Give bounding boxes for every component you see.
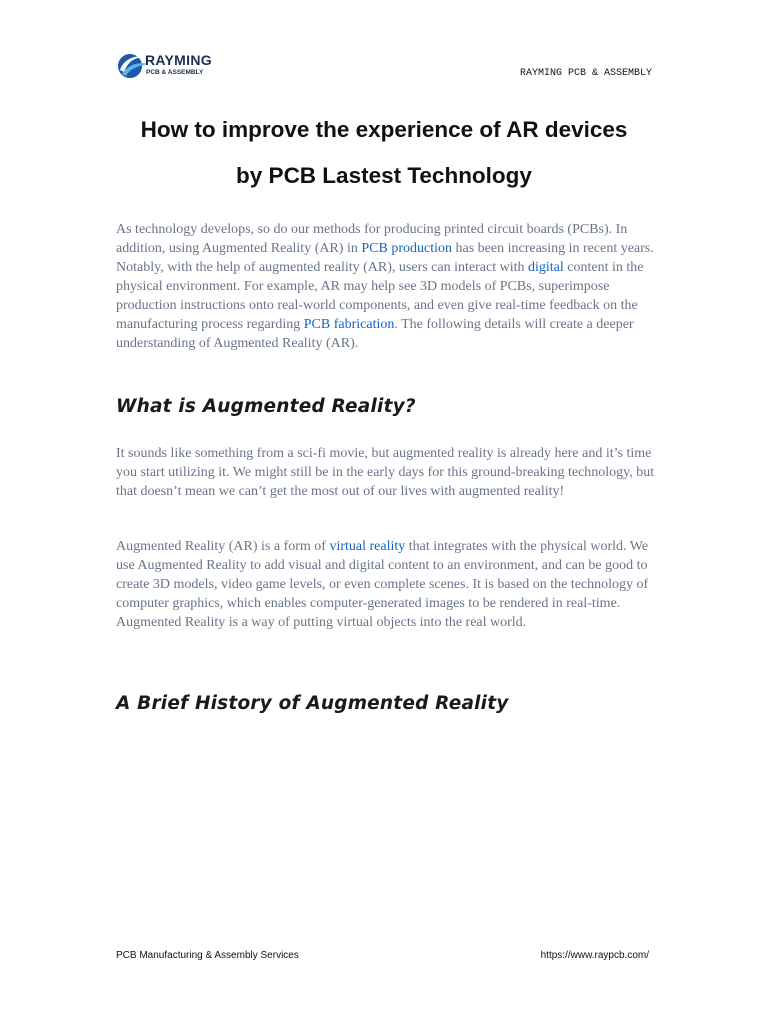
section1-paragraph-1: It sounds like something from a sci-fi movie, but augmented reality is already here and it’s time you start utilizing it. We might still be in the early days for this ground-breaking technology, but that doesn’t mean we can’t get the most out of our lives with augmented reality! — [116, 446, 655, 499]
virtual-reality-link[interactable]: virtual reality — [329, 539, 406, 554]
pcb-fabrication-link[interactable]: PCB fabrication — [303, 317, 395, 332]
rayming-logo — [116, 50, 216, 82]
intro-text-2: has been increasing in recent years. Notably, with the help of augmented reality (AR), users can interact with — [116, 241, 654, 275]
footer-services: PCB Manufacturing & Assembly Services — [116, 950, 299, 961]
intro-paragraph — [116, 220, 656, 353]
intro-text-4: . The following details will create a deeper understanding of Augmented Reality (AR). — [116, 317, 634, 351]
rayming-logo-icon — [116, 50, 148, 82]
header-company-name: RAYMING PCB & ASSEMBLY — [519, 68, 652, 79]
section1-para2-text-1: Augmented Reality (AR) is a form of — [116, 539, 330, 554]
page-title-line-1: How to improve the experience of AR devices — [140, 117, 628, 142]
section1-para2-text-2: that integrates with the physical world. We use Augmented Reality to add visual and digital content to an environment, and can be good to create 3D models, video game levels, or even complete scenes. It is based on the technology of computer graphics, which enables computer-generated images to be rendered in real-time. Augmented Reality is a way of putting virtual objects into the real world. — [116, 539, 649, 630]
logo-tagline: PCB & ASSEMBLY — [146, 69, 204, 76]
logo-name: RAYMING — [145, 52, 212, 68]
section-heading-brief-history: A Brief History of Augmented Reality — [116, 693, 509, 714]
footer-url[interactable]: https://www.raypcb.com/ — [540, 950, 649, 961]
section-heading-what-is-ar: What is Augmented Reality? — [116, 396, 416, 417]
digital-link[interactable]: digital — [527, 260, 564, 275]
page-title-line-2: by PCB Lastest Technology — [236, 163, 532, 188]
intro-text-1: As technology develops, so do our methods for producing printed circuit boards (PCBs). In addition, using Augmented Reality (AR) in — [116, 222, 628, 256]
section1-paragraph-2 — [116, 537, 656, 632]
intro-text-3: content in the physical environment. For example, AR may help see 3D models of PCBs, superimpose production instructions onto real-world components, and even give real-time feedback on the manufacturing process regarding — [116, 260, 644, 332]
pcb-production-link[interactable]: PCB production — [361, 241, 452, 256]
